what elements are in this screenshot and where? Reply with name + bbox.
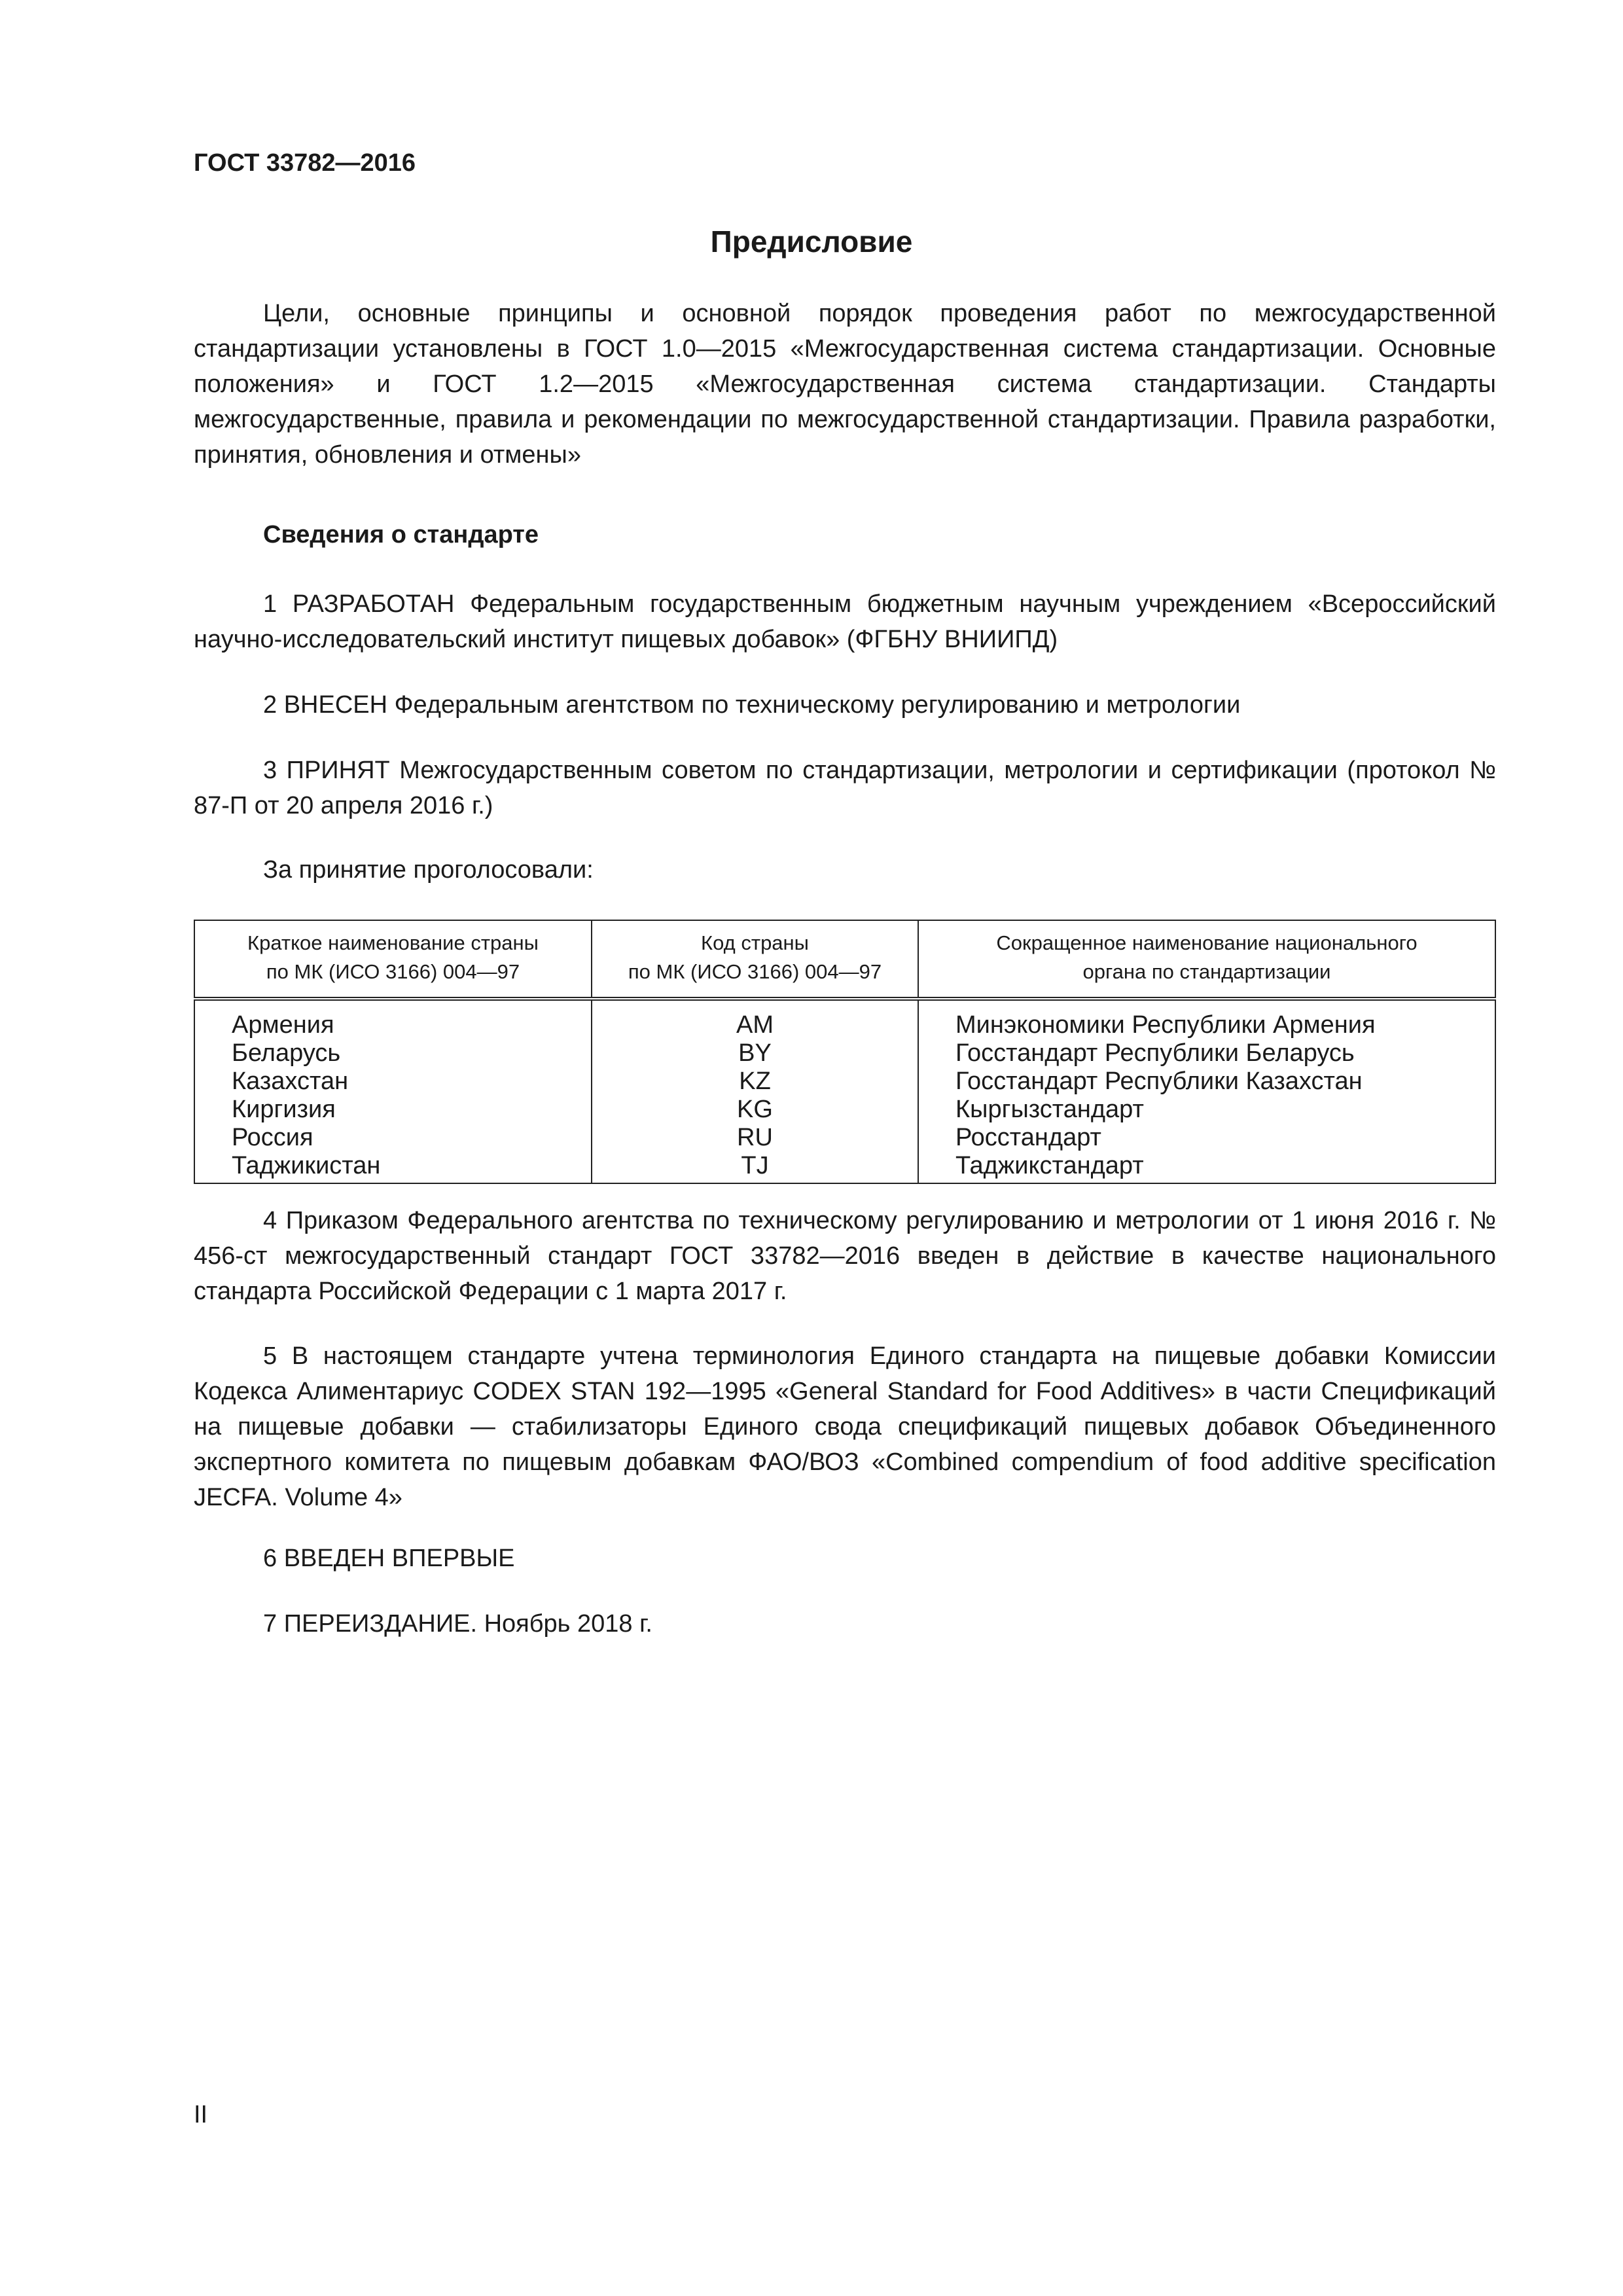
body-cell: Госстандарт Республики Беларусь [918, 1039, 1495, 1067]
country-cell: Таджикистан [194, 1152, 592, 1183]
body-cell: Минэкономики Республики Армения [918, 999, 1495, 1039]
table-header-row [194, 920, 1495, 999]
document-code: ГОСТ 33782—2016 [194, 149, 416, 177]
item-1-developed: 1 РАЗРАБОТАН Федеральным государственным бюджетным научным учреждением «Всероссийский научно-исследовательский институт пищевых добавок» (ФГБНУ ВНИИПД) [194, 590, 1496, 653]
item-7-reissue: 7 ПЕРЕИЗДАНИЕ. Ноябрь 2018 г. [263, 1610, 652, 1638]
country-cell: Беларусь [194, 1039, 592, 1067]
table-row [194, 999, 1495, 1039]
header-country-line-1: Краткое наименование страны [247, 931, 539, 954]
code-cell: KG [592, 1096, 918, 1124]
code-cell: TJ [592, 1152, 918, 1183]
item-6-first-introduced: 6 ВВЕДЕН ВПЕРВЫЕ [263, 1545, 515, 1572]
countries-table [194, 920, 1496, 1184]
code-cell: KZ [592, 1067, 918, 1096]
country-cell: Киргизия [194, 1096, 592, 1124]
header-body-line-1: Сокращенное наименование национального [996, 931, 1418, 954]
item-3-adopted: 3 ПРИНЯТ Межгосударственным советом по стандартизации, метрологии и сертификации (протокол № 87-П от 20 апреля 2016 г.) [194, 757, 1496, 819]
table-row [194, 1067, 1495, 1096]
code-cell: BY [592, 1039, 918, 1067]
page-title: Предисловие [710, 224, 913, 259]
intro-paragraph: Цели, основные принципы и основной порядок проведения работ по межгосударственной стандартизации установлены в ГОСТ 1.0—2015 «Межгосударственная система стандартизации. Основные положения» и ГОСТ 1.2—2015 «Межгосударственная система стандартизации. Стандарты межгосударственные, правила и рекомендации по межгосударственной стандартизации. Правила разработки, принятия, обновления и отмены» [194, 300, 1496, 469]
body-cell: Росстандарт [918, 1124, 1495, 1152]
table-row [194, 1039, 1495, 1067]
page-number: II [194, 2101, 208, 2128]
item-5-terminology: 5 В настоящем стандарте учтена терминология Единого стандарта на пищевые добавки Комиссии Кодекса Алиментариус CODEX STAN 192—1995 «General Standard for Food Additives» в части Спецификаций на пищевые добавки — стабилизаторы Единого свода спецификаций пищевых добавок Объединенного экспертного комитета по пищевым добавкам ФАО/ВОЗ «Combined compendium of food additive specification JECFA. Volume 4» [194, 1342, 1496, 1511]
table-row [194, 1096, 1495, 1124]
code-cell: RU [592, 1124, 918, 1152]
body-cell: Кыргызстандарт [918, 1096, 1495, 1124]
header-body [918, 920, 1495, 999]
country-cell: Россия [194, 1124, 592, 1152]
vote-caption: За принятие проголосовали: [263, 856, 594, 884]
header-country [194, 920, 592, 999]
header-country-line-2: по МК (ИСО 3166) 004—97 [266, 960, 520, 983]
header-body-line-2: органа по стандартизации [1082, 960, 1331, 983]
item-4-order: 4 Приказом Федерального агентства по техническому регулированию и метрологии от 1 июня 2016 г. № 456-ст межгосударственный стандарт ГОСТ 33782—2016 введен в действие в качестве национального стандарта Российской Федерации с 1 марта 2017 г. [194, 1207, 1496, 1305]
header-code-line-2: по МК (ИСО 3166) 004—97 [628, 960, 882, 983]
section-heading: Сведения о стандарте [263, 521, 539, 548]
code-cell: AM [592, 999, 918, 1039]
body-cell: Госстандарт Республики Казахстан [918, 1067, 1495, 1096]
body-cell: Таджикстандарт [918, 1152, 1495, 1183]
table-row [194, 1124, 1495, 1152]
header-code [592, 920, 918, 999]
country-cell: Казахстан [194, 1067, 592, 1096]
item-2-submitted: 2 ВНЕСЕН Федеральным агентством по техническому регулированию и метрологии [263, 691, 1241, 719]
country-cell: Армения [194, 999, 592, 1039]
header-code-line-1: Код страны [701, 931, 809, 954]
table-row [194, 1152, 1495, 1183]
